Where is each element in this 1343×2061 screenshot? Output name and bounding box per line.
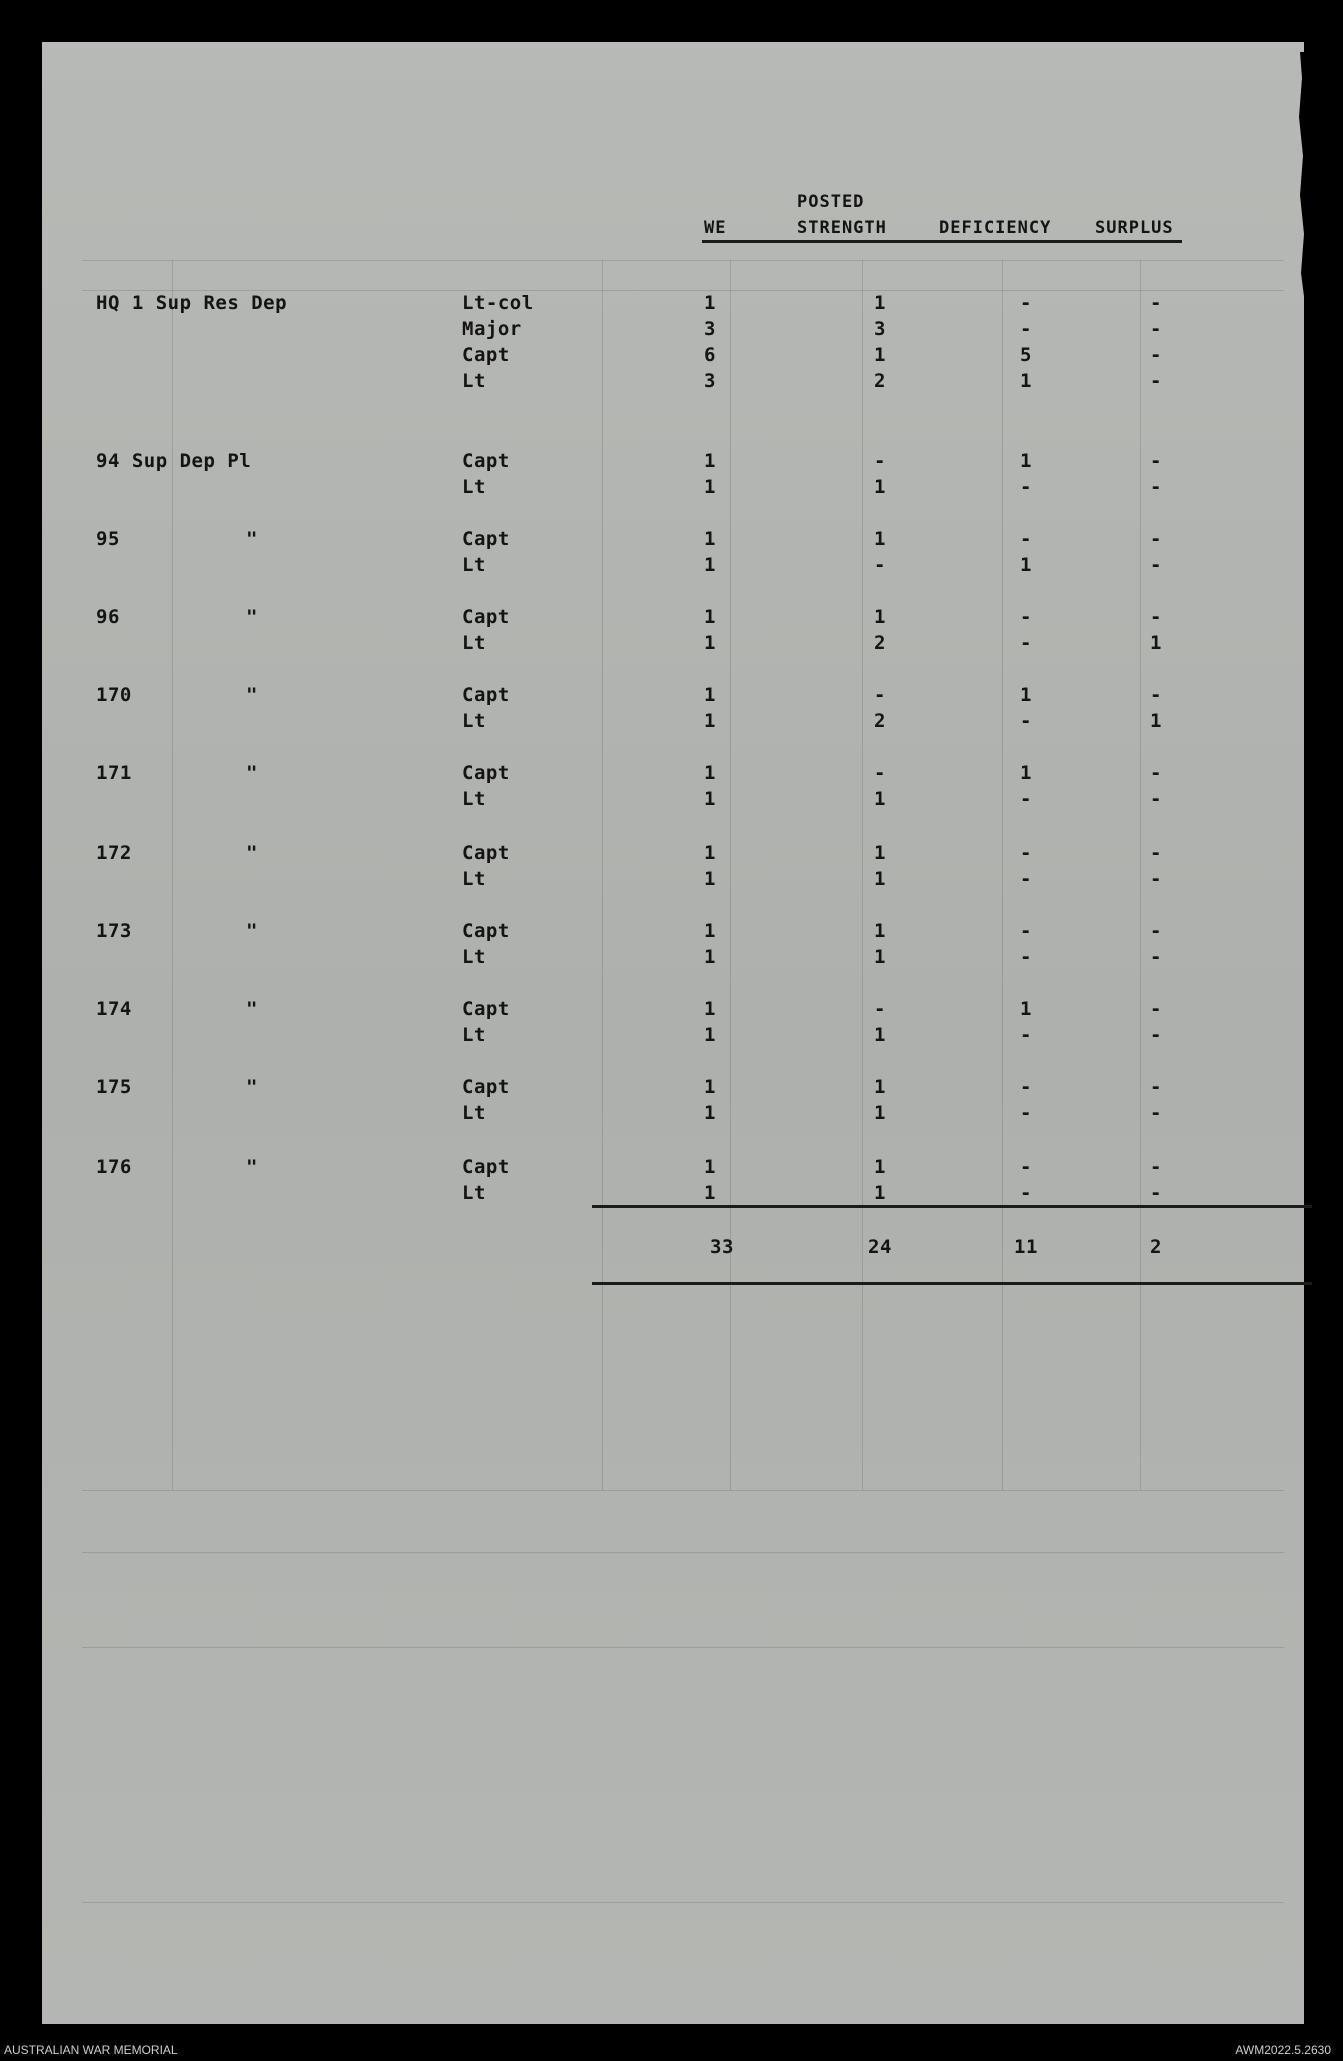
row-deficiency: 1: [1020, 370, 1032, 392]
total-we: 33: [710, 1236, 734, 1258]
ghost-line: [602, 260, 603, 1490]
row-strength: -: [874, 762, 886, 784]
row-deficiency: 1: [1020, 450, 1032, 472]
row-ditto: ": [246, 1156, 258, 1178]
row-rank: Lt: [462, 370, 486, 392]
row-unit: 171: [96, 762, 132, 784]
row-rank: Lt: [462, 946, 486, 968]
row-we: 1: [704, 842, 716, 864]
total-surplus: 2: [1150, 1236, 1162, 1258]
row-rank: Capt: [462, 842, 510, 864]
row-surplus: -: [1150, 1024, 1162, 1046]
row-ditto: ": [246, 684, 258, 706]
row-strength: 1: [874, 528, 886, 550]
row-rank: Capt: [462, 920, 510, 942]
ghost-line: [172, 260, 173, 1490]
row-surplus: -: [1150, 868, 1162, 890]
ghost-line: [82, 290, 1284, 291]
row-rank: Capt: [462, 1156, 510, 1178]
row-we: 6: [704, 344, 716, 366]
ghost-line: [730, 260, 731, 1490]
row-unit: 175: [96, 1076, 132, 1098]
total-strength: 24: [868, 1236, 892, 1258]
row-unit: 94 Sup Dep Pl: [96, 450, 252, 472]
row-we: 1: [704, 1076, 716, 1098]
row-surplus: -: [1150, 920, 1162, 942]
row-surplus: -: [1150, 606, 1162, 628]
ghost-line: [82, 1902, 1284, 1903]
header-posted: POSTED: [797, 192, 865, 212]
row-strength: 2: [874, 632, 886, 654]
row-unit: 96: [96, 606, 120, 628]
row-ditto: ": [246, 920, 258, 942]
row-we: 1: [704, 920, 716, 942]
row-unit: 95: [96, 528, 120, 550]
row-we: 1: [704, 1102, 716, 1124]
row-we: 1: [704, 606, 716, 628]
header-underline: [702, 240, 1182, 243]
row-deficiency: -: [1020, 1182, 1032, 1204]
row-ditto: ": [246, 606, 258, 628]
row-strength: -: [874, 998, 886, 1020]
row-strength: 1: [874, 1076, 886, 1098]
row-rank: Lt: [462, 632, 486, 654]
row-unit: HQ 1 Sup Res Dep: [96, 292, 288, 314]
row-surplus: -: [1150, 344, 1162, 366]
row-deficiency: -: [1020, 788, 1032, 810]
row-surplus: -: [1150, 450, 1162, 472]
row-deficiency: 1: [1020, 684, 1032, 706]
row-surplus: -: [1150, 998, 1162, 1020]
row-surplus: -: [1150, 318, 1162, 340]
header-strength: STRENGTH: [797, 218, 887, 238]
row-deficiency: -: [1020, 1102, 1032, 1124]
row-rank: Capt: [462, 684, 510, 706]
row-deficiency: -: [1020, 292, 1032, 314]
row-deficiency: -: [1020, 1076, 1032, 1098]
row-deficiency: 1: [1020, 554, 1032, 576]
row-ditto: ": [246, 842, 258, 864]
row-deficiency: -: [1020, 946, 1032, 968]
row-surplus: -: [1150, 554, 1162, 576]
totals-rule-bottom: [592, 1282, 1312, 1285]
row-rank: Lt: [462, 1024, 486, 1046]
row-we: 1: [704, 632, 716, 654]
row-we: 1: [704, 788, 716, 810]
row-deficiency: -: [1020, 476, 1032, 498]
row-we: 1: [704, 868, 716, 890]
total-deficiency: 11: [1014, 1236, 1038, 1258]
row-unit: 172: [96, 842, 132, 864]
row-unit: 174: [96, 998, 132, 1020]
row-we: 3: [704, 370, 716, 392]
row-strength: 1: [874, 868, 886, 890]
header-surplus: SURPLUS: [1095, 218, 1174, 238]
row-we: 1: [704, 1024, 716, 1046]
row-deficiency: -: [1020, 842, 1032, 864]
row-surplus: 1: [1150, 710, 1162, 732]
row-rank: Lt-col: [462, 292, 534, 314]
row-strength: 1: [874, 476, 886, 498]
row-we: 1: [704, 762, 716, 784]
row-deficiency: -: [1020, 1156, 1032, 1178]
row-we: 1: [704, 528, 716, 550]
row-we: 1: [704, 1156, 716, 1178]
row-deficiency: 5: [1020, 344, 1032, 366]
row-rank: Capt: [462, 606, 510, 628]
header-deficiency: DEFICIENCY: [939, 218, 1052, 238]
row-surplus: -: [1150, 946, 1162, 968]
row-strength: 1: [874, 842, 886, 864]
totals-rule-top: [592, 1205, 1312, 1208]
row-surplus: -: [1150, 528, 1162, 550]
row-surplus: -: [1150, 1102, 1162, 1124]
row-strength: 2: [874, 370, 886, 392]
row-we: 1: [704, 684, 716, 706]
row-rank: Lt: [462, 1102, 486, 1124]
row-rank: Capt: [462, 762, 510, 784]
row-we: 1: [704, 476, 716, 498]
row-strength: 1: [874, 946, 886, 968]
footer-bar: [0, 2037, 1343, 2061]
row-rank: Capt: [462, 528, 510, 550]
row-unit: 173: [96, 920, 132, 942]
torn-edge: [1292, 52, 1312, 312]
row-we: 3: [704, 318, 716, 340]
row-strength: 3: [874, 318, 886, 340]
row-deficiency: -: [1020, 710, 1032, 732]
row-deficiency: -: [1020, 318, 1032, 340]
row-strength: 1: [874, 606, 886, 628]
row-strength: 1: [874, 292, 886, 314]
row-deficiency: 1: [1020, 998, 1032, 1020]
row-we: 1: [704, 998, 716, 1020]
row-surplus: -: [1150, 788, 1162, 810]
row-deficiency: -: [1020, 632, 1032, 654]
row-rank: Lt: [462, 788, 486, 810]
row-deficiency: -: [1020, 868, 1032, 890]
row-rank: Capt: [462, 450, 510, 472]
row-surplus: 1: [1150, 632, 1162, 654]
footer-institution: AUSTRALIAN WAR MEMORIAL: [4, 2043, 178, 2057]
row-ditto: ": [246, 762, 258, 784]
row-strength: 1: [874, 344, 886, 366]
row-surplus: -: [1150, 1182, 1162, 1204]
row-strength: 1: [874, 1102, 886, 1124]
row-rank: Lt: [462, 476, 486, 498]
row-rank: Lt: [462, 710, 486, 732]
row-strength: 1: [874, 1182, 886, 1204]
ghost-line: [82, 260, 1284, 261]
ghost-line: [82, 1552, 1284, 1553]
row-rank: Capt: [462, 344, 510, 366]
row-strength: 1: [874, 1156, 886, 1178]
row-we: 1: [704, 946, 716, 968]
row-rank: Major: [462, 318, 522, 340]
row-strength: -: [874, 450, 886, 472]
row-surplus: -: [1150, 1076, 1162, 1098]
row-we: 1: [704, 292, 716, 314]
row-rank: Capt: [462, 1076, 510, 1098]
row-surplus: -: [1150, 370, 1162, 392]
row-we: 1: [704, 554, 716, 576]
row-strength: 1: [874, 920, 886, 942]
document-sheet: [42, 42, 1304, 2024]
row-surplus: -: [1150, 684, 1162, 706]
row-strength: 1: [874, 788, 886, 810]
ghost-line: [82, 1490, 1284, 1491]
row-surplus: -: [1150, 842, 1162, 864]
ghost-line: [1002, 260, 1003, 1490]
row-ditto: ": [246, 528, 258, 550]
row-rank: Lt: [462, 1182, 486, 1204]
row-strength: 1: [874, 1024, 886, 1046]
row-deficiency: -: [1020, 528, 1032, 550]
row-rank: Lt: [462, 554, 486, 576]
row-deficiency: -: [1020, 606, 1032, 628]
row-ditto: ": [246, 1076, 258, 1098]
row-we: 1: [704, 450, 716, 472]
row-surplus: -: [1150, 1156, 1162, 1178]
row-surplus: -: [1150, 476, 1162, 498]
row-unit: 176: [96, 1156, 132, 1178]
row-surplus: -: [1150, 762, 1162, 784]
row-rank: Lt: [462, 868, 486, 890]
row-unit: 170: [96, 684, 132, 706]
ghost-line: [82, 1647, 1284, 1648]
footer-accession: AWM2022.5.2630: [1235, 2043, 1331, 2057]
header-we: WE: [704, 218, 727, 238]
row-surplus: -: [1150, 292, 1162, 314]
row-we: 1: [704, 1182, 716, 1204]
row-strength: -: [874, 684, 886, 706]
row-we: 1: [704, 710, 716, 732]
row-ditto: ": [246, 998, 258, 1020]
row-deficiency: -: [1020, 920, 1032, 942]
row-deficiency: -: [1020, 1024, 1032, 1046]
row-rank: Capt: [462, 998, 510, 1020]
row-strength: -: [874, 554, 886, 576]
row-deficiency: 1: [1020, 762, 1032, 784]
row-strength: 2: [874, 710, 886, 732]
